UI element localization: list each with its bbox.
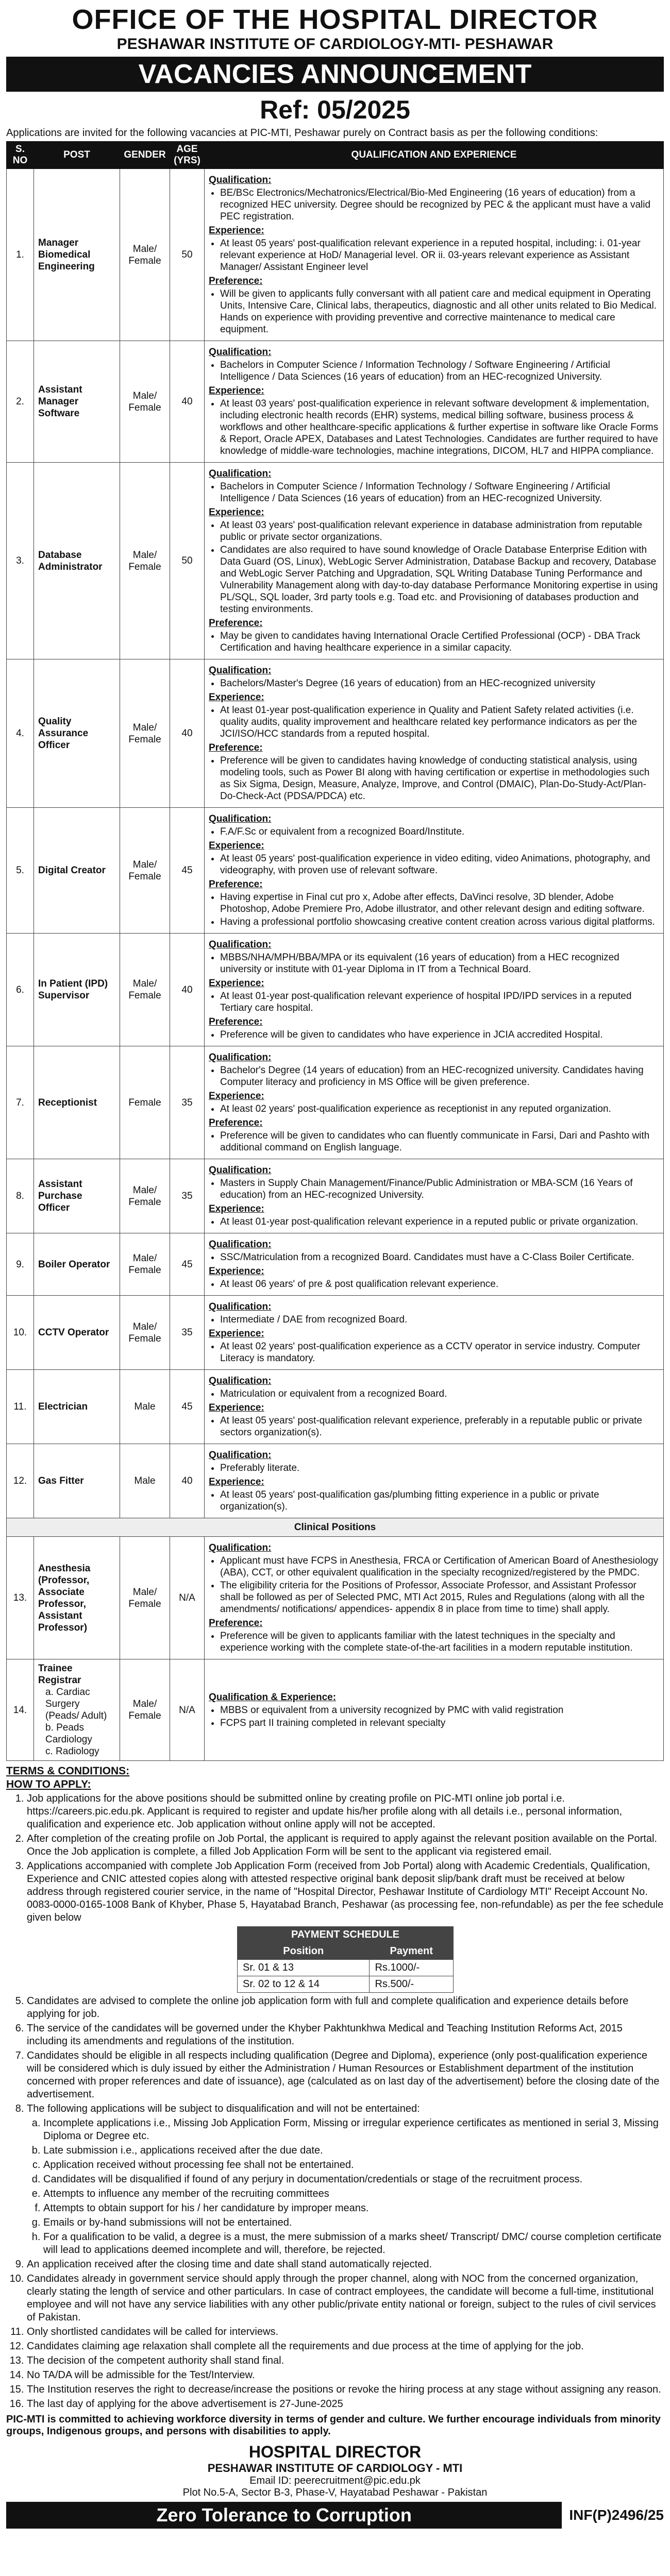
qualification-label: Qualification: xyxy=(209,1052,272,1063)
disqualification-item: c. Application received without processing fee shall not be entertained. xyxy=(43,2159,664,2172)
experience-list xyxy=(209,1489,659,1513)
experience-item: • At least 01-year post-qualification experience in Quality and Patient Safety related activities (i.e. quality audits, quality improvement and healthcare related key performance indicators as per the JCI/ISO/HCC standards from a reputed hospital. xyxy=(220,704,659,740)
row-qualification xyxy=(205,463,664,659)
experience-list xyxy=(209,398,659,457)
qualification-item: • F.A/F.Sc or equivalent from a recognized Board/Institute. xyxy=(220,826,659,838)
table-row xyxy=(7,1159,664,1233)
fee-amount: Rs.1000/- xyxy=(370,1960,454,1976)
row-post: Electrician xyxy=(34,1370,120,1444)
qual-exp-item: • FCPS part II training completed in relevant specialty xyxy=(220,1717,659,1729)
experience-item: • At least 05 years' post-qualification gas/plumbing fitting experience in a public or private organization(s). xyxy=(220,1489,659,1513)
fee-row xyxy=(238,1960,454,1976)
row-post: Assistant Manager Software xyxy=(34,341,120,463)
footer-bottom xyxy=(6,2502,664,2529)
fee-position: Sr. 02 to 12 & 14 xyxy=(238,1976,370,1993)
experience-item: • At least 05 years' post-qualification relevant experience in a reputed hospital, including: i. 01-year relevant experience at HoD/ Managerial level. OR ii. 03-years relevant experience as Assistant Manager/ Assistant Engineer level xyxy=(220,238,659,273)
term-item: 2. After completion of the creating profile on Job Portal, the applicant is required to apply against the relevant position available on the Portal. Once the Job application is complete, a filled Job Application Form will be sent to the applicant via registered email. xyxy=(27,1833,664,1858)
vacancies-body xyxy=(7,169,664,1761)
row-sno: 2. xyxy=(7,341,34,463)
preference-label: Preference: xyxy=(209,879,263,890)
row-post: In Patient (IPD) Supervisor xyxy=(34,934,120,1046)
preference-label: Preference: xyxy=(209,1117,263,1128)
row-age: 50 xyxy=(170,169,205,341)
experience-list xyxy=(209,990,659,1014)
table-row xyxy=(7,659,664,808)
qual-exp-list xyxy=(209,1704,659,1729)
experience-label: Experience: xyxy=(209,1328,264,1339)
institute-subtitle: PESHAWAR INSTITUTE OF CARDIOLOGY-MTI- PESHAWAR xyxy=(116,36,554,53)
row-qualification xyxy=(205,1233,664,1296)
row-gender: Male/ Female xyxy=(120,1233,170,1296)
fee-schedule-item xyxy=(27,1926,664,1993)
qualification-label: Qualification: xyxy=(209,175,272,185)
row-qualification xyxy=(205,934,664,1046)
col-qualification: QUALIFICATION AND EXPERIENCE xyxy=(205,142,664,169)
experience-list xyxy=(209,238,659,273)
row-post: Receptionist xyxy=(34,1046,120,1159)
row-sno: 1. xyxy=(7,169,34,341)
row-age: N/A xyxy=(170,1537,205,1659)
disqualification-list xyxy=(27,2117,664,2257)
vacancies-table xyxy=(6,141,664,1761)
row-sno: 9. xyxy=(7,1233,34,1296)
preference-list xyxy=(209,755,659,802)
table-row xyxy=(7,808,664,934)
row-gender: Male/ Female xyxy=(120,659,170,808)
qualification-item: • Matriculation or equivalent from a recognized Board. xyxy=(220,1388,659,1400)
row-post: Trainee Registrar a. Cardiac Surgery (Peads/ Adult) b. Peads Cardiology c. Radiology xyxy=(34,1659,120,1761)
qualification-list xyxy=(209,1462,659,1474)
term-item: 8. The following applications will be subject to disqualification and will not be entertained: a. Incomplete applications i.e., Missing Job Application Form, Missing or irregular experience certificates as mentioned in serial 3, Missing Diploma or Degree etc. b. Late submission i.e., applications received after the due date. c. Application received without processing fee shall not be entertained. d. Candidates will be disqualified if found of any perjury in documentation/credentials or stage of the recruitment process. e. Attempts to influence any member of the recruiting committees f. Attempts to obtain support for his / her candidature by improper means. g. Emails or by-hand submissions will not be entertained. h. For a qualification to be valid, a degree is a must, the mere submission of a marks sheet/ Transcript/ DMC/ course completion certificate will lead to applications deemed incomplete and will, therefore, be rejected. xyxy=(27,2103,664,2257)
experience-list xyxy=(209,704,659,740)
row-age: 45 xyxy=(170,1233,205,1296)
row-age: 40 xyxy=(170,934,205,1046)
row-gender: Male/ Female xyxy=(120,1296,170,1370)
experience-list xyxy=(209,1415,659,1438)
qualification-item: • Masters in Supply Chain Management/Finance/Public Administration or MBA-SCM (16 Years of education) from an HEC-recognized University. xyxy=(220,1177,659,1201)
qualification-label: Qualification: xyxy=(209,468,272,479)
row-post: Assistant Purchase Officer xyxy=(34,1159,120,1233)
row-gender: Male/ Female xyxy=(120,1659,170,1761)
row-age: 45 xyxy=(170,808,205,934)
experience-item: • At least 06 years' of pre & post qualification relevant experience. xyxy=(220,1278,659,1290)
row-post: Digital Creator xyxy=(34,808,120,934)
experience-list xyxy=(209,853,659,876)
experience-item: • At least 03 years' post-qualification relevant experience in database administration from reputable public or private sector organizations. xyxy=(220,519,659,543)
row-gender: Male/ Female xyxy=(120,808,170,934)
qualification-item: • Applicant must have FCPS in Anesthesia, FRCA or Certification of American Board of Anesthesiology (ABA), CCT, or other equivalent qualification in the specialty recognized/registered by the PMDC. xyxy=(220,1555,659,1579)
footer xyxy=(6,2443,664,2499)
preference-list xyxy=(209,1130,659,1154)
experience-label: Experience: xyxy=(209,1266,264,1277)
term-item: 12. Candidates claiming age relaxation shall complete all the requirements and due process at the time of applying for the job. xyxy=(27,2340,664,2353)
experience-label: Experience: xyxy=(209,692,264,703)
experience-item: • At least 02 years' post-qualification experience as a CCTV operator in service industry. Computer Literacy is mandatory. xyxy=(220,1341,659,1364)
fee-position: Sr. 01 & 13 xyxy=(238,1960,370,1976)
disqualification-item: e. Attempts to influence any member of the recruiting committees xyxy=(43,2188,664,2200)
row-gender: Male/ Female xyxy=(120,934,170,1046)
row-sno: 7. xyxy=(7,1046,34,1159)
experience-list xyxy=(209,1341,659,1364)
table-row xyxy=(7,463,664,659)
table-row xyxy=(7,1296,664,1370)
row-qualification xyxy=(205,659,664,808)
table-header-row xyxy=(7,142,664,169)
experience-item: • At least 01-year post-qualification relevant experience in a reputed public or private organization. xyxy=(220,1216,659,1228)
preference-list xyxy=(209,288,659,335)
disqualification-item: h. For a qualification to be valid, a degree is a must, the mere submission of a marks sheet/ Transcript/ DMC/ course completion certificate will lead to applications deemed incomplete and will, therefore, be rejected. xyxy=(43,2231,664,2257)
term-item: 3. Applications accompanied with complete Job Application Form (received from Job Portal) along with Academic Credentials, Qualification, Experience and CNIC attested copies along with attested respective original bank deposit slip/bank draft must be received at below address through registered courier service, in the name of "Hospital Director, Peshawar Institute of Cardiology MTI" Receipt Account No. 0083-0000-0165-1008 Bank of Khyber, Phase 5, Hayatabad Branch, Peshawar (as processing fee, non-refundable) as per the fee schedule given below xyxy=(27,1860,664,1924)
experience-label: Experience: xyxy=(209,225,264,236)
fee-title-row xyxy=(238,1927,454,1943)
table-row xyxy=(7,1046,664,1159)
preference-label: Preference: xyxy=(209,1618,263,1629)
preference-item: • Preference will be given to candidates having knowledge of conducting statistical analysis, using modeling tools, such as Power BI along with having certification or expertise in methodologies such as Six Sigma, Design, Measure, Analyze, Improve, and Control (DMAIC), Plan-Do-Study-Act/Plan-Do-Check-Act (PDSA/PDCA) etc. xyxy=(220,755,659,802)
qual-exp-label: Qualification & Experience: xyxy=(209,1691,337,1703)
row-sno: 6. xyxy=(7,934,34,1046)
row-gender: Male xyxy=(120,1370,170,1444)
term-item: 7. Candidates should be eligible in all respects including qualification (Degree and Diploma), experience (only post-qualification experience will be considered which is duly issued by either the Administration / Human Resources or Establishment department of the institution concerned with proper references and date of issuance), age (calculated as on last day of the advertisement) before the closing date of the advertisement. xyxy=(27,2049,664,2101)
preference-item: • Preference will be given to candidates who have experience in JCIA accredited Hospital. xyxy=(220,1029,659,1041)
experience-label: Experience: xyxy=(209,978,264,989)
qualification-list xyxy=(209,481,659,504)
preference-label: Preference: xyxy=(209,276,263,286)
term-item: 14. No TA/DA will be admissible for the Test/Interview. xyxy=(27,2369,664,2382)
row-qualification xyxy=(205,1159,664,1233)
row-qualification xyxy=(205,169,664,341)
experience-list xyxy=(209,1278,659,1290)
row-post: Manager Biomedical Engineering xyxy=(34,169,120,341)
reference-number: Ref: 05/2025 xyxy=(260,95,410,124)
term-item: 9. An application received after the closing time and date shall stand automatically rejected. xyxy=(27,2258,664,2271)
qual-exp-item: • MBBS or equivalent from a university recognized by PMC with valid registration xyxy=(220,1704,659,1716)
qualification-list xyxy=(209,1314,659,1326)
row-post: Anesthesia (Professor, Associate Professor, Assistant Professor) xyxy=(34,1537,120,1659)
row-gender: Male/ Female xyxy=(120,341,170,463)
fee-title: PAYMENT SCHEDULE xyxy=(238,1927,454,1943)
row-qualification xyxy=(205,1444,664,1518)
row-age: 40 xyxy=(170,659,205,808)
row-post: Gas Fitter xyxy=(34,1444,120,1518)
qualification-list xyxy=(209,1177,659,1201)
row-age: 50 xyxy=(170,463,205,659)
qualification-label: Qualification: xyxy=(209,814,272,824)
fee-col-payment: Payment xyxy=(370,1943,454,1960)
row-age: 35 xyxy=(170,1159,205,1233)
row-post: Boiler Operator xyxy=(34,1233,120,1296)
experience-label: Experience: xyxy=(209,1091,264,1101)
row-sno: 4. xyxy=(7,659,34,808)
row-qualification xyxy=(205,1296,664,1370)
office-title: OFFICE OF THE HOSPITAL DIRECTOR xyxy=(72,4,598,35)
experience-item: • At least 05 years' post-qualification relevant experience, preferably in a reputable public or private sectors organization(s). xyxy=(220,1415,659,1438)
row-gender: Male/ Female xyxy=(120,1537,170,1659)
term-item: 5. Candidates are advised to complete the online job application form with full and complete qualification and experience details before applying for job. xyxy=(27,1995,664,2021)
col-post: POST xyxy=(34,142,120,169)
qualification-label: Qualification: xyxy=(209,1301,272,1312)
col-sno: S. NO xyxy=(7,142,34,169)
clinical-section-row xyxy=(7,1518,664,1537)
preference-item: • Preference will be given to applicants familiar with the latest techniques in the specialty and experience working with the complete state-of-the-art facilities in a modern reputable institution. xyxy=(220,1630,659,1654)
preference-item: • Will be given to applicants fully conversant with all patient care and medical equipment in Operating Units, Intensive Care, Clinical labs, therapeutics, diagnostic and all other units related to Bio Medical. Hands on experience with providing preventive and corrective maintenance to medical care equipment. xyxy=(220,288,659,335)
row-qualification xyxy=(205,808,664,934)
qualification-item: • Bachelor's Degree (14 years of education) from an HEC-recognized university. Candidates having Computer literacy and proficiency in MS Office will be given preference. xyxy=(220,1064,659,1088)
qualification-label: Qualification: xyxy=(209,1165,272,1176)
row-sno: 13. xyxy=(7,1537,34,1659)
term-item: 16. The last day of applying for the above advertisement is 27-June-2025 xyxy=(27,2398,664,2411)
qualification-label: Qualification: xyxy=(209,1543,272,1553)
experience-label: Experience: xyxy=(209,840,264,851)
disqualification-item: d. Candidates will be disqualified if found of any perjury in documentation/credentials or stage of the recruitment process. xyxy=(43,2173,664,2186)
qualification-list xyxy=(209,826,659,838)
experience-list xyxy=(209,1216,659,1228)
row-age: 35 xyxy=(170,1296,205,1370)
table-row xyxy=(7,169,664,341)
term-item: 1. Job applications for the above positions should be submitted online by creating profile on PIC-MTI online job portal i.e. https://careers.pic.edu.pk. Applicant is required to register and update his/her profile along with all details i.e., personal information, qualification and experience etc. Job application without online apply will not be accepted. xyxy=(27,1792,664,1831)
preference-item: • Having a professional portfolio showcasing creative content creation across various digital platforms. xyxy=(220,916,659,928)
preference-label: Preference: xyxy=(209,618,263,629)
qualification-list xyxy=(209,677,659,689)
row-age: 35 xyxy=(170,1046,205,1159)
table-row xyxy=(7,1444,664,1518)
table-row xyxy=(7,341,664,463)
table-row xyxy=(7,1233,664,1296)
qualification-label: Qualification: xyxy=(209,347,272,358)
row-qualification xyxy=(205,1370,664,1444)
disqualification-item: g. Emails or by-hand submissions will not be entertained. xyxy=(43,2216,664,2229)
fee-table xyxy=(237,1926,454,1993)
row-post-sub: b. Peads Cardiology xyxy=(45,1722,92,1745)
preference-label: Preference: xyxy=(209,1016,263,1027)
terms-list xyxy=(6,1792,664,2411)
terms-title: TERMS & CONDITIONS: xyxy=(6,1765,130,1777)
row-sno: 3. xyxy=(7,463,34,659)
experience-item: • At least 02 years' post-qualification experience as receptionist in any reputed organization. xyxy=(220,1103,659,1115)
header xyxy=(6,4,664,54)
qualification-list xyxy=(209,952,659,975)
experience-list xyxy=(209,1103,659,1115)
qualification-list xyxy=(209,1251,659,1263)
row-age: 40 xyxy=(170,341,205,463)
experience-item: • Candidates are also required to have sound knowledge of Oracle Database Enterprise Edition with Data Guard (OS, Linux), WebLogic Server Administration, Database Backup and recovery, Database and WebLogic Server Patching and Upgradation, SQL Writing Database Tuning Performance and Vulnerability Management along with day-to-day database Performance Monitoring expertise in using PL/SQL, SQL loader, 3rd party tools e.g. Toad etc. and Provisioning of databases production and testing environments. xyxy=(220,544,659,615)
preference-item: • May be given to candidates having International Oracle Certified Professional (OCP) - DBA Track Certification and having healthcare experience in a similar capacity. xyxy=(220,630,659,654)
zero-tolerance-banner: Zero Tolerance to Corruption xyxy=(6,2502,562,2529)
row-post-sub: c. Radiology xyxy=(45,1746,99,1757)
preference-item: • Having expertise in Final cut pro x, Adobe after effects, DaVinci resolve, 3D blender, Adobe Photoshop, Adobe Premiere Pro, Adobe illustrator, and other relevant design and editing software. xyxy=(220,891,659,915)
row-gender: Male xyxy=(120,1444,170,1518)
qualification-item: • Intermediate / DAE from recognized Board. xyxy=(220,1314,659,1326)
row-sno: 8. xyxy=(7,1159,34,1233)
preference-label: Preference: xyxy=(209,742,263,753)
inf-code: INF(P)2496/25 xyxy=(569,2507,664,2523)
term-item: 10. Candidates already in government service should apply through the proper channel, along with NOC from the concerned organization, clearly stating the length of service and other particulars. In case of contract employees, the candidate will become a full-time, institutional employee and will not have any service liabilities with any other public/private entity national or foreign, subject to the rules of civil services of Pakistan. xyxy=(27,2273,664,2324)
row-sno: 14. xyxy=(7,1659,34,1761)
qualification-item: • Preferably literate. xyxy=(220,1462,659,1474)
preference-item: • Preference will be given to candidates who can fluently communicate in Farsi, Dari and Pashto with additional command on English language. xyxy=(220,1130,659,1154)
col-age: AGE (YRS) xyxy=(170,142,205,169)
qualification-item: • Bachelors in Computer Science / Information Technology / Software Engineering / Artificial Intelligence / Data Sciences (16 years of education) from an HEC-recognized University. xyxy=(220,359,659,383)
qualification-item: • SSC/Matriculation from a recognized Board. Candidates must have a C-Class Boiler Certificate. xyxy=(220,1251,659,1263)
experience-item: • At least 01-year post-qualification relevant experience of hospital IPD/IPD services in a reputed Tertiary care hospital. xyxy=(220,990,659,1014)
row-qualification xyxy=(205,1537,664,1659)
fee-row xyxy=(238,1976,454,1993)
row-sno: 5. xyxy=(7,808,34,934)
disqualification-item: a. Incomplete applications i.e., Missing Job Application Form, Missing or irregular experience certificates as mentioned in serial 3, Missing Diploma or Degree etc. xyxy=(43,2117,664,2143)
qualification-list xyxy=(209,1064,659,1088)
qualification-label: Qualification: xyxy=(209,1376,272,1386)
qualification-item: • Bachelors/Master's Degree (16 years of education) from an HEC-recognized university xyxy=(220,677,659,689)
fee-col-position: Position xyxy=(238,1943,370,1960)
row-post: Quality Assurance Officer xyxy=(34,659,120,808)
experience-label: Experience: xyxy=(209,385,264,396)
disqualification-item: b. Late submission i.e., applications received after the due date. xyxy=(43,2144,664,2157)
qualification-list xyxy=(209,359,659,383)
row-sno: 11. xyxy=(7,1370,34,1444)
row-post: Database Administrator xyxy=(34,463,120,659)
experience-item: • At least 05 years' post-qualification experience in video editing, video Animations, photography, and videography, with proven use of relevant software. xyxy=(220,853,659,876)
term-item: 15. The Institution reserves the right to decrease/increase the positions or revoke the hiring process at any stage without assigning any reason. xyxy=(27,2383,664,2396)
row-qualification xyxy=(205,1046,664,1159)
howto-title: HOW TO APPLY: xyxy=(6,1778,91,1790)
preference-list xyxy=(209,630,659,654)
table-row xyxy=(7,1370,664,1444)
row-age: 40 xyxy=(170,1444,205,1518)
footer-address: Plot No.5-A, Sector B-3, Phase-V, Hayatabad Peshawar - Pakistan xyxy=(182,2487,488,2498)
experience-label: Experience: xyxy=(209,507,264,518)
qualification-item: • BE/BSc Electronics/Mechatronics/Electrical/Bio-Med Engineering (16 years of education) from a recognized HEC university. Degree should be recognized by PEC & the applicant must have a valid PEC registration. xyxy=(220,187,659,223)
row-post: CCTV Operator xyxy=(34,1296,120,1370)
fee-header-row xyxy=(238,1943,454,1960)
qualification-label: Qualification: xyxy=(209,1239,272,1250)
footer-title: HOSPITAL DIRECTOR xyxy=(248,2443,422,2461)
experience-label: Experience: xyxy=(209,1477,264,1487)
qualification-label: Qualification: xyxy=(209,939,272,950)
qualification-list xyxy=(209,1388,659,1400)
intro-text: Applications are invited for the following vacancies at PIC-MTI, Peshawar purely on Contract basis as per the following conditions: xyxy=(6,127,598,139)
row-age: N/A xyxy=(170,1659,205,1761)
row-qualification xyxy=(205,1659,664,1761)
qualification-item: • The eligibility criteria for the Positions of Professor, Associate Professor, and Assistant Professor shall be followed as per of Selected PMC, MTI Act 2015, Rules and Regulations (along with all the amendments/ notifications/ appendices- appendix 8 in place from time to time) shall apply. xyxy=(220,1580,659,1615)
fee-amount: Rs.500/- xyxy=(370,1976,454,1993)
experience-label: Experience: xyxy=(209,1204,264,1214)
row-gender: Male/ Female xyxy=(120,463,170,659)
table-row xyxy=(7,934,664,1046)
row-gender: Female xyxy=(120,1046,170,1159)
qualification-label: Qualification: xyxy=(209,1450,272,1461)
row-gender: Male/ Female xyxy=(120,169,170,341)
footer-email: Email ID: peerecruitment@pic.edu.pk xyxy=(249,2475,421,2486)
row-post-sub: a. Cardiac Surgery (Peads/ Adult) xyxy=(45,1687,107,1721)
preference-list xyxy=(209,1630,659,1654)
qualification-label: Qualification: xyxy=(209,665,272,676)
vacancies-banner: VACANCIES ANNOUNCEMENT xyxy=(6,57,664,92)
qualification-list xyxy=(209,1555,659,1615)
footer-org: PESHAWAR INSTITUTE OF CARDIOLOGY - MTI xyxy=(207,2462,463,2475)
disqualification-item: f. Attempts to obtain support for his / her candidature by improper means. xyxy=(43,2202,664,2215)
experience-label: Experience: xyxy=(209,1402,264,1413)
preference-list xyxy=(209,891,659,928)
table-row xyxy=(7,1537,664,1659)
term-item: 11. Only shortlisted candidates will be called for interviews. xyxy=(27,2326,664,2338)
experience-list xyxy=(209,519,659,615)
row-age: 45 xyxy=(170,1370,205,1444)
term-item: 13. The decision of the competent authority shall stand final. xyxy=(27,2354,664,2367)
experience-item: • At least 03 years' post-qualification experience in relevant software development & implementation, including electronic health records (EHR) systems, medical billing software, business process & workflows and other healthcare-specific applications & further expertise in software like Oracle Forms & Report, Oracle APEX, Databases and Latest Technologies. Candidates are further required to have knowledge of middle-ware technologies, machine integrations, DICOM, HL7 and HIPPA compliance. xyxy=(220,398,659,457)
preference-list xyxy=(209,1029,659,1041)
row-gender: Male/ Female xyxy=(120,1159,170,1233)
commitment-text: PIC-MTI is committed to achieving workforce diversity in terms of gender and culture. We further encourage individuals from minority groups, Indigenous groups, and persons with disabilities to apply. xyxy=(6,2414,661,2437)
row-sno: 10. xyxy=(7,1296,34,1370)
table-row xyxy=(7,1659,664,1761)
row-qualification xyxy=(205,341,664,463)
term-item: 6. The service of the candidates will be governed under the Khyber Pakhtunkhwa Medical and Teaching Institution Reforms Act, 2015 including its amendments and regulations of the institution. xyxy=(27,2022,664,2048)
col-gender: GENDER xyxy=(120,142,170,169)
qualification-item: • Bachelors in Computer Science / Information Technology / Software Engineering / Artificial Intelligence / Data Sciences (16 years of education) from an HEC-recognized University. xyxy=(220,481,659,504)
row-sno: 12. xyxy=(7,1444,34,1518)
clinical-section-title: Clinical Positions xyxy=(7,1518,664,1537)
qualification-list xyxy=(209,187,659,223)
qualification-item: • MBBS/NHA/MPH/BBA/MPA or its equivalent (16 years of education) from a HEC recognized university or institute with 01-year Diploma in IT from a Technical Board. xyxy=(220,952,659,975)
